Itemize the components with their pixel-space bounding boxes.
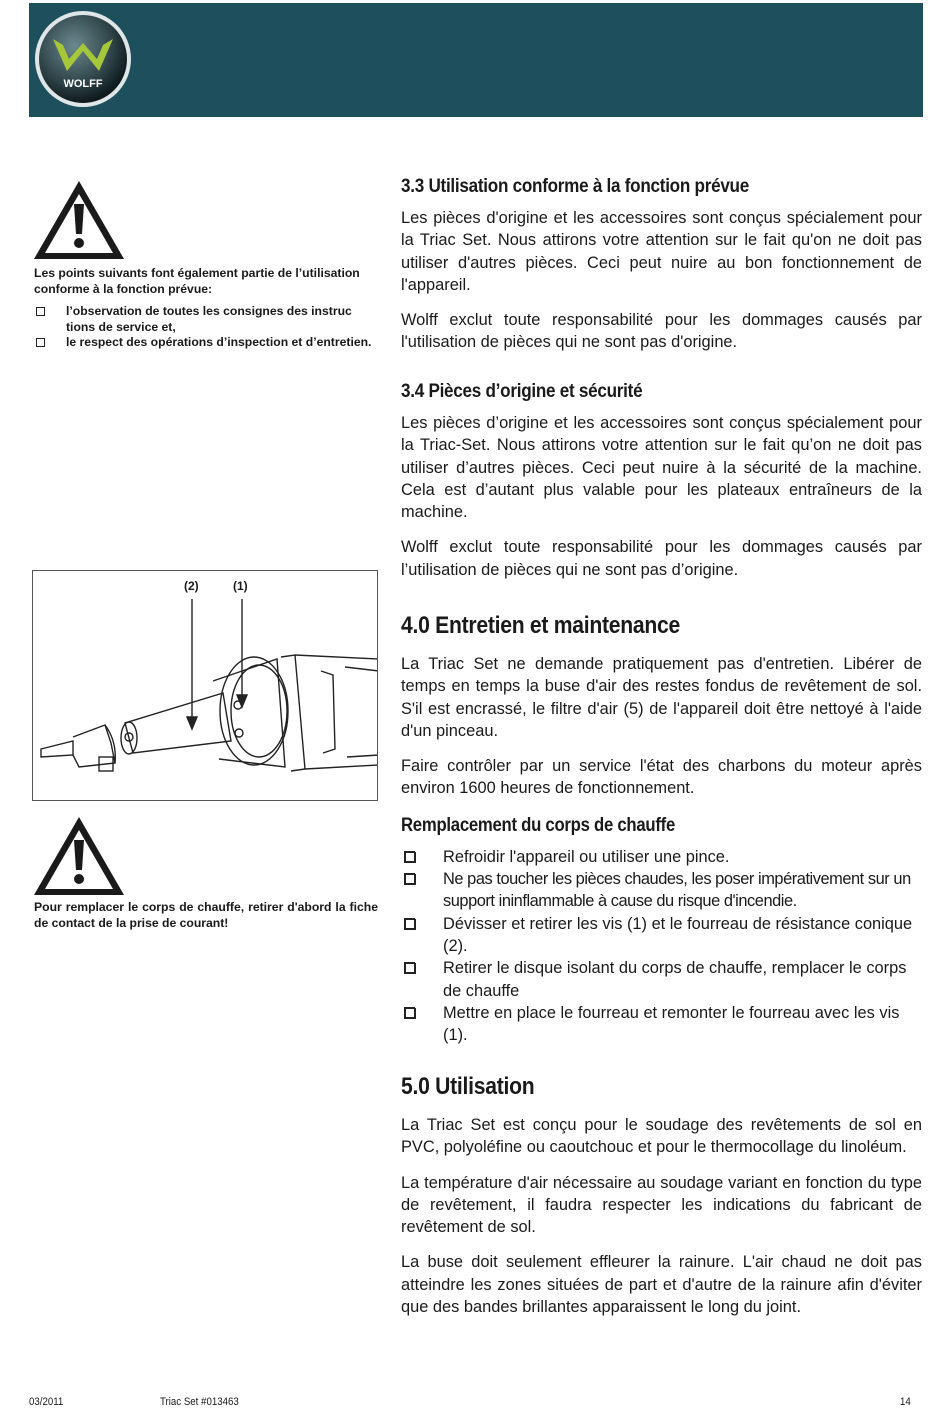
- checkbox-bullet-icon: [404, 918, 416, 930]
- checkbox-bullet-icon: [404, 873, 416, 885]
- section-3-3: [401, 176, 922, 354]
- list-item: Refroidir l'appareil ou utiliser une pince.: [401, 846, 922, 868]
- section-3-4: [401, 381, 922, 581]
- usage-note-intro: Les points suivants font également partie de l’utilisation conforme à la fonction prévue:: [34, 266, 360, 296]
- list-item: Dévisser et retirer les vis (1) et le fourreau de résistance conique (2).: [401, 913, 922, 958]
- section-title: 3.3 Utilisation conforme à la fonction prévue: [401, 176, 749, 197]
- header-bar: [29, 3, 923, 117]
- checkbox-bullet-icon: [36, 338, 45, 347]
- section-title: 3.4 Pièces d’origine et sécurité: [401, 381, 643, 402]
- list-item: Ne pas toucher les pièces chaudes, les poser impérativement sur un support ininflammable à cause du risque d'incendie.: [401, 868, 922, 913]
- checkbox-bullet-icon: [404, 851, 416, 863]
- checkbox-bullet-icon: [404, 1007, 416, 1019]
- figure-label-2: (2): [184, 579, 199, 593]
- warning-triangle-icon: [31, 814, 127, 898]
- section-4-0: [401, 612, 922, 1046]
- list-item: Mettre en place le fourreau et remonter le fourreau avec les vis (1).: [401, 1002, 922, 1047]
- heater-figure: [32, 570, 378, 801]
- section-5-0: [401, 1073, 922, 1318]
- footer-date: 03/2011: [29, 1396, 64, 1408]
- list-item: l’observation de toutes les consignes des instruc tions de service et,: [34, 304, 382, 335]
- heater-warning-note: Pour remplacer le corps de chauffe, retirer d'abord la fiche de contact de la prise de courant!: [34, 900, 378, 930]
- footer-product: Triac Set #013463: [160, 1396, 239, 1408]
- subsection-title: Remplacement du corps de chauffe: [401, 814, 676, 836]
- list-item: Retirer le disque isolant du corps de chauffe, remplacer le corps de chauffe: [401, 957, 922, 1002]
- paragraph: La Triac Set est conçu pour le soudage des revêtements de sol en PVC, polyoléfine ou caoutchouc et pour le thermocollage du linoléum.: [401, 1116, 922, 1157]
- checkbox-bullet-icon: [404, 962, 416, 974]
- paragraph: Les pièces d’origine et les accessoires sont conçus spécialement pour la Triac-Set. Nous attirons votre attention sur le fait qu’on ne doit pas utiliser d’autres pièces. Ceci peut nuire à la sécurité de la machine. Cela est d’autant plus valable pour les plateaux entraîneurs de la machine.: [401, 414, 922, 522]
- heater-drawing: [33, 571, 378, 801]
- list-item: le respect des opérations d’inspection et d’entretien.: [34, 335, 382, 351]
- paragraph: Wolff exclut toute responsabilité pour les dommages causés par l’utilisation de pièces qui ne sont pas d’origine.: [401, 538, 922, 579]
- warning-triangle-icon: [31, 178, 127, 262]
- section-title: 4.0 Entretien et maintenance: [401, 612, 681, 639]
- paragraph: La Triac Set ne demande pratiquement pas d'entretien. Libérer de temps en temps la buse d'air des restes fondus de revêtement de sol. S'il est encrassé, le filtre d'air (5) de l'appareil doit être nettoyé à l'aide d'un pinceau.: [401, 655, 922, 740]
- replacement-steps-list: [401, 846, 922, 1047]
- paragraph: La température d'air nécessaire au soudage variant en fonction du type de revêtement, il faudra respecter les indications du fabricant de revêtement de sol.: [401, 1173, 922, 1237]
- wolff-logo: [33, 9, 133, 109]
- logo-text: WOLFF: [63, 78, 103, 90]
- usage-note-list: [34, 304, 382, 351]
- page-number: 14: [900, 1396, 911, 1408]
- paragraph: Wolff exclut toute responsabilité pour les dommages causés par l'utilisation de pièces qui ne sont pas d'origine.: [401, 311, 922, 352]
- paragraph: La buse doit seulement effleurer la rainure. L'air chaud ne doit pas atteindre les zones situées de part et d'autre de la rainure afin d'éviter que des bandes brillantes apparaissent le long du joint.: [401, 1253, 922, 1317]
- checkbox-bullet-icon: [36, 307, 45, 316]
- paragraph: Les pièces d'origine et les accessoires sont conçus spécialement pour la Triac Set. Nous attirons votre attention sur le fait qu'on ne doit pas utiliser d'autres pièces. Ceci peut nuire au bon fonctionnement de l'appareil.: [401, 209, 922, 294]
- paragraph: Faire contrôler par un service l'état des charbons du moteur après environ 1600 heures de fonctionnement.: [401, 757, 922, 798]
- figure-label-1: (1): [233, 579, 248, 593]
- section-title: 5.0 Utilisation: [401, 1073, 535, 1100]
